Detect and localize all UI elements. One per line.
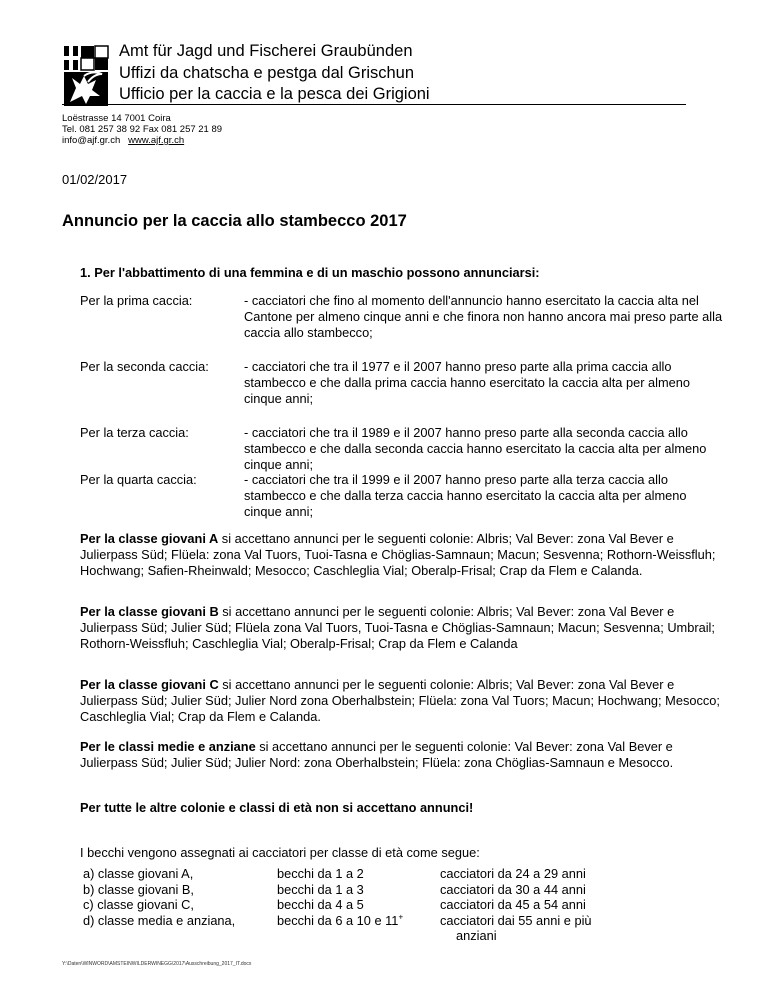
- class-b-text: si accettano annunci per le seguenti colonie: Albris; Val Bever: zona Val Bever e Julierpass Süd; Julier Süd; Flüela zona Val Tuors, Tuoi-Tasna e Chöglias-Samnaun; Macun; Sesvenna; Umbrail; Rothorn-Weissfluh; Caschleglia Vial; Oberalp-Frisal; Crap da Flem e Calanda: [80, 604, 715, 651]
- becchi-row-d-wrap: [277, 913, 403, 929]
- class-a-text: si accettano annunci per le seguenti colonie: Albris; Val Bever: zona Val Bever e Julierpass Süd; Flüela: zona Val Tuors, Tuoi-Tasna e Chöglias-Samnaun; Macun; Sesvenna; Rothorn-Weissfluh; Hochwang; Safien-Rheinwald; Mesocco; Caschleglia Vial; Oberalp-Frisal; Crap da Flem e Calanda.: [80, 531, 716, 578]
- footer-file-path: Y:\Daten\WINWORD\AMSTEINWILDERWINEGG\2017\Ausschreibung_2017_IT.docx: [62, 961, 252, 967]
- becchi-row-a: becchi da 1 a 2: [277, 866, 364, 881]
- grisons-coat-of-arms-icon: [62, 44, 110, 108]
- header-divider: [62, 104, 686, 105]
- class-a-paragraph: [80, 531, 730, 579]
- row-label-terza: Per la terza caccia:: [80, 425, 189, 440]
- class-c-paragraph: [80, 677, 730, 725]
- document-date: 01/02/2017: [62, 172, 128, 187]
- assignment-cacciatori: [440, 866, 592, 944]
- class-medie-paragraph: [80, 739, 730, 771]
- cacciatori-row-a: cacciatori da 24 a 29 anni: [440, 866, 586, 881]
- row-label-quarta: Per la quarta caccia:: [80, 472, 197, 487]
- row-label-prima: Per la prima caccia:: [80, 293, 193, 308]
- class-medie-text: si accettano annunci per le seguenti colonie: Val Bever: zona Val Bever e Julierpass Süd; Julier Süd; Julier Nord: zona Oberhalbstein; Flüela: zona Chöglias-Samnaun e Mesocco.: [80, 739, 674, 770]
- row-text-prima: - cacciatori che fino al momento dell'annuncio hanno esercitato la caccia alta nel Cantone per almeno cinque anni e che finora non hanno ancora mai preso parte alla caccia allo stambecco;: [244, 293, 723, 340]
- row-text-seconda: - cacciatori che tra il 1977 e il 2007 hanno preso parte alla prima caccia allo stambecco e che dalla prima caccia hanno esercitato la caccia alta per almeno cinque anni;: [244, 359, 690, 406]
- class-row-b: b) classe giovani B,: [83, 881, 194, 897]
- assignment-intro: I becchi vengono assegnati ai cacciatori per classe di età come segue:: [80, 845, 480, 860]
- contact-line: [62, 135, 222, 146]
- cacciatori-row-d: cacciatori dai 55 anni e più: [440, 912, 592, 928]
- cacciatori-row-b: cacciatori da 30 a 44 anni: [440, 881, 586, 897]
- class-c-text: si accettano annunci per le seguenti colonie: Albris; Val Bever: zona Val Bever e Julierpass Süd; Julier Süd; Julier Nord zona Oberhalbstein; Flüela: zona Val Tuors; Macun; Hochwang; Mesocco; Caschleglia Vial; Crap da Flem e Calanda.: [80, 677, 720, 724]
- becchi-row-b: becchi da 1 a 3: [277, 881, 364, 897]
- class-row-a: a) classe giovani A,: [83, 866, 194, 881]
- assignment-becchi: [277, 866, 403, 928]
- row-label-seconda: Per la seconda caccia:: [80, 359, 209, 374]
- cacciatori-row-c: cacciatori da 45 a 54 anni: [440, 897, 586, 913]
- class-row-d: d) classe media e anziana,: [83, 912, 236, 928]
- office-name-de: Amt für Jagd und Fischerei Graubünden: [119, 42, 413, 60]
- email: info@ajf.gr.ch: [62, 135, 121, 146]
- class-b-label: Per la classe giovani B: [80, 604, 219, 619]
- class-b-paragraph: [80, 604, 730, 652]
- address-block: [62, 113, 222, 146]
- becchi-row-c: becchi da 4 a 5: [277, 897, 364, 913]
- address: Loëstrasse 14 7001 Coira: [62, 113, 171, 124]
- class-row-c: c) classe giovani C,: [83, 897, 194, 913]
- becchi-row-d-sup: +: [398, 912, 404, 922]
- final-note: Per tutte le altre colonie e classi di età non si accettano annunci!: [80, 800, 474, 815]
- office-name-rm: Uffizi da chatscha e pestga dal Grischun: [119, 63, 415, 82]
- class-a-label: Per la classe giovani A: [80, 531, 219, 546]
- office-name: [119, 41, 430, 106]
- cacciatori-extra: anziani: [456, 928, 497, 944]
- class-medie-label: Per le classi medie e anziane: [80, 739, 256, 754]
- becchi-row-d: becchi da 6 a 10 e 11: [277, 912, 399, 928]
- document-title: Annuncio per la caccia allo stambecco 2017: [62, 212, 407, 230]
- class-c-label: Per la classe giovani C: [80, 677, 219, 692]
- row-text-terza: - cacciatori che tra il 1989 e il 2007 hanno preso parte alla seconda caccia allo stambecco e che dalla seconda caccia hanno esercitato la caccia alta per almeno cinque anni;: [244, 425, 707, 472]
- assignment-classes: [83, 866, 235, 928]
- office-name-it: Ufficio per la caccia e la pesca dei Grigioni: [119, 85, 430, 103]
- section-heading: 1. Per l'abbattimento di una femmina e di un maschio possono annunciarsi:: [80, 265, 540, 280]
- phone-fax: Tel. 081 257 38 92 Fax 081 257 21 89: [62, 124, 223, 135]
- website-link[interactable]: www.ajf.gr.ch: [128, 135, 185, 146]
- row-text-quarta: - cacciatori che tra il 1999 e il 2007 hanno preso parte alla terza caccia allo stambecco e che dalla terza caccia hanno esercitato la caccia alta per almeno cinque anni;: [244, 472, 687, 519]
